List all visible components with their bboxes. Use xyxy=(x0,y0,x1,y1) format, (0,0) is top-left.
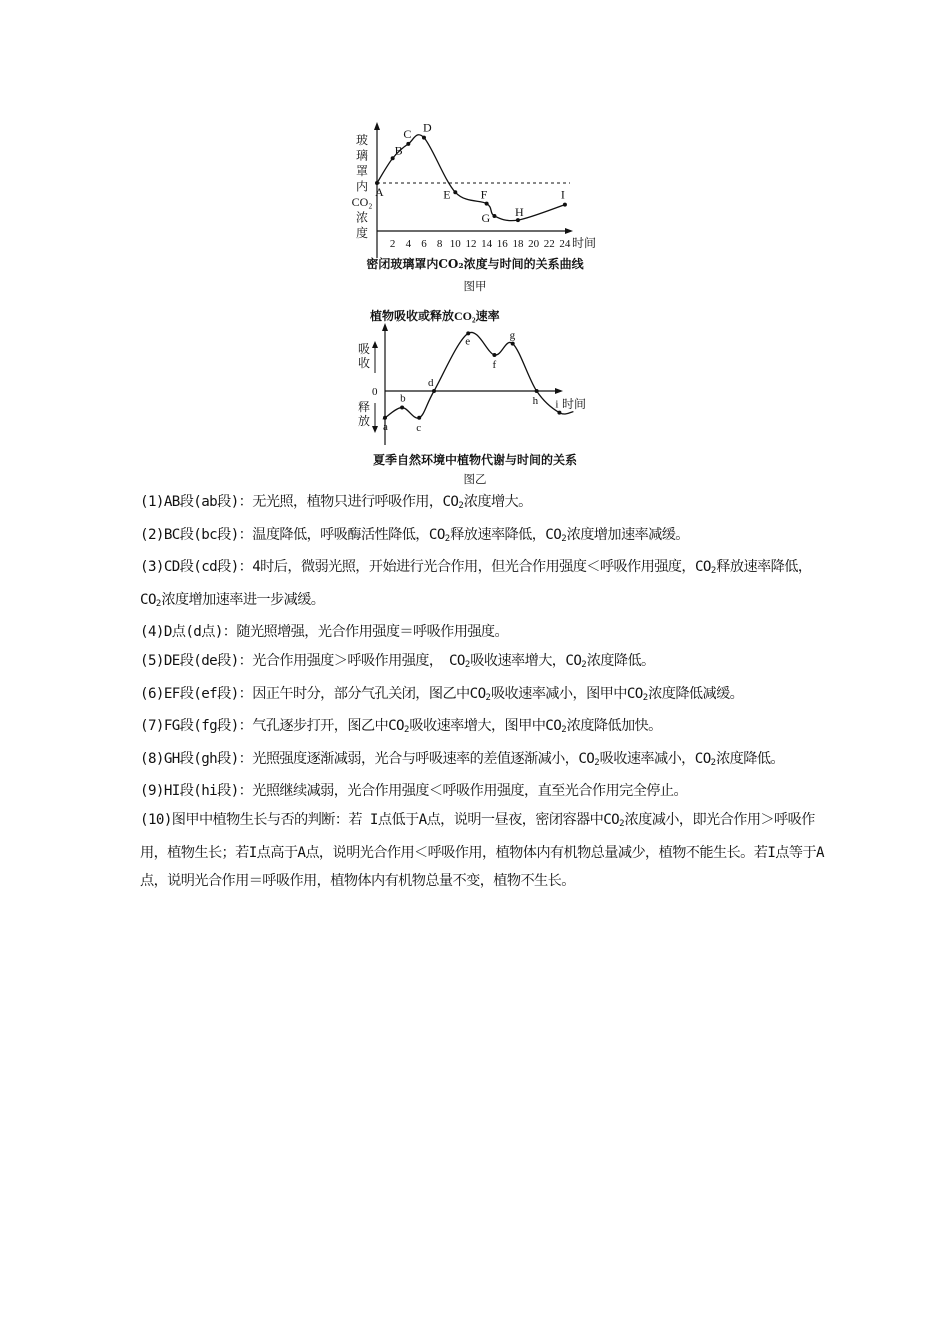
paragraph-7: (7)FG段(fg段)：气孔逐步打开，图乙中$CO_2$吸收速率增大，图甲中$CO_2$浓度降低加快。 xyxy=(140,718,662,736)
point-label-F: F xyxy=(480,187,488,202)
point-label-f: f xyxy=(492,358,497,371)
paragraph-4: (4)D点(d点)：随光照增强，光合作用强度＝呼吸作用强度。 xyxy=(140,624,509,641)
point-f xyxy=(492,353,496,357)
y-axis-label xyxy=(352,132,373,240)
point-F xyxy=(485,202,489,206)
zero-label: 0 xyxy=(372,386,378,398)
curve-points xyxy=(375,121,567,225)
absorb-label-char: 吸 xyxy=(357,342,371,356)
point-I xyxy=(563,203,567,207)
y-axis-title: 植物吸收或释放CO₂速率 xyxy=(370,309,500,323)
figure-jia-tag: 图甲 xyxy=(463,279,487,293)
point-label-b: b xyxy=(400,392,406,405)
metabolism-rate-chart xyxy=(330,305,620,455)
x-tick-label: 6 xyxy=(421,238,427,250)
point-i xyxy=(557,411,561,415)
point-label-G: G xyxy=(481,210,491,225)
point-g xyxy=(511,342,515,346)
paragraph-2: (2)BC段(bc段)：温度降低，呼吸酶活性降低，$CO_2$释放速率降低，$CO_2$浓度增加速率减缓。 xyxy=(140,526,689,544)
x-axis-arrow-icon xyxy=(555,388,563,394)
side-labels xyxy=(358,342,370,428)
absorb-arrow-icon xyxy=(372,341,378,348)
point-a xyxy=(383,416,387,420)
x-tick-label: 16 xyxy=(496,238,508,250)
x-ticks xyxy=(390,238,571,250)
point-E xyxy=(453,190,457,194)
y-axis-label-char: 玻 xyxy=(355,133,369,147)
x-tick-label: 12 xyxy=(465,238,477,250)
point-G xyxy=(492,214,496,218)
point-label-I: I xyxy=(560,187,565,202)
co2-curve xyxy=(377,135,565,221)
x-axis-label: 时间 xyxy=(562,397,587,411)
x-tick-label: 8 xyxy=(436,238,443,250)
x-axis-arrow-icon xyxy=(565,228,573,234)
figure-yi xyxy=(330,305,620,485)
rate-curve xyxy=(383,329,573,419)
point-label-C: C xyxy=(403,126,412,141)
point-label-A: A xyxy=(375,185,384,199)
paragraph-8: (8)GH段(gh段)：光照强度逐渐减弱，光合与呼吸速率的差值逐渐减小，$CO_2$吸收速率减小，$CO_2$浓度降低。 xyxy=(140,750,785,768)
y-axis-arrow-icon xyxy=(382,323,388,331)
release-arrow-icon xyxy=(372,426,378,433)
point-label-H: H xyxy=(514,205,524,220)
point-d xyxy=(432,389,436,393)
paragraph-9: (9)HI段(hi段)：光照继续减弱，光合作用强度＜呼吸作用强度，直至光合作用完全停止。 xyxy=(140,783,688,800)
point-label-g: g xyxy=(509,329,516,342)
point-c xyxy=(417,416,421,420)
absorb-label-char: 收 xyxy=(357,356,371,370)
point-label-d: d xyxy=(428,377,434,389)
x-tick-label: 24 xyxy=(559,238,571,250)
y-axis-label-char: 度 xyxy=(355,226,369,240)
paragraph-3: (3)CD段(cd段)：4时后，微弱光照，开始进行光合作用，但光合作用强度＜呼吸作用强度，$CO_2$释放速率降低，$CO_2$浓度增加速率进一步减缓。 xyxy=(140,559,812,609)
point-label-c: c xyxy=(416,421,422,434)
point-C xyxy=(406,142,410,146)
figure-yi-tag: 图乙 xyxy=(463,472,487,486)
x-tick-label: 20 xyxy=(528,238,540,250)
x-tick-label: 10 xyxy=(449,238,461,250)
paragraph-6: (6)EF段(ef段)：因正午时分，部分气孔关闭，图乙中$CO_2$吸收速率减小，图甲中$CO_2$浓度降低减缓。 xyxy=(140,685,744,703)
x-tick-label: 22 xyxy=(543,238,555,250)
x-axis-label: 时间 xyxy=(572,236,597,250)
point-D xyxy=(422,136,426,140)
point-label-D: D xyxy=(422,120,432,135)
point-label-e: e xyxy=(465,335,471,348)
x-tick-label: 18 xyxy=(512,238,524,250)
point-h xyxy=(535,389,539,393)
co2-concentration-chart xyxy=(330,118,620,268)
point-label-E: E xyxy=(443,187,451,202)
y-axis-label-char: 璃 xyxy=(355,148,369,163)
figure-jia xyxy=(330,118,620,298)
release-label-char: 释 xyxy=(357,400,371,414)
paragraph-5: (5)DE段(de段)：光合作用强度＞呼吸作用强度， $CO_2$吸收速率增大，$CO_2$浓度降低。 xyxy=(140,652,655,670)
paragraph-10: (10)图甲中植物生长与否的判断：若 I点低于A点，说明一昼夜，密闭容器中$CO_2$浓度减小，即光合作用＞呼吸作用，植物生长；若I点高于A点，说明光合作用＜呼吸作用，植物体内有机物总量减少，植物不能生长。若I点等于A点，说明光合作用＝呼吸作用，植物体内有机物总量不变，植物不生长。 xyxy=(140,811,824,890)
figure-jia-caption: 密闭玻璃罩内CO₂浓度与时间的关系曲线 xyxy=(366,257,584,271)
y-axis-label-char: 内 xyxy=(355,179,369,194)
curve-points xyxy=(383,330,561,434)
point-label-a: a xyxy=(383,420,388,433)
figure-yi-caption: 夏季自然环境中植物代谢与时间的关系 xyxy=(372,453,577,467)
y-axis-arrow-icon xyxy=(374,122,380,130)
point-label-h: h xyxy=(532,395,539,407)
x-tick-label: 4 xyxy=(405,238,412,250)
x-tick-label: 2 xyxy=(389,238,396,250)
point-label-B: B xyxy=(394,143,403,158)
y-axis-label-char: CO₂ xyxy=(351,195,373,209)
y-axis-label-char: 罩 xyxy=(355,164,369,178)
paragraph-1: (1)AB段(ab段)：无光照，植物只进行呼吸作用，$CO_2$浓度增大。 xyxy=(140,494,532,511)
explanation-text xyxy=(140,488,830,896)
y-axis-label-char: 浓 xyxy=(355,210,369,225)
x-tick-label: 14 xyxy=(481,238,493,250)
release-label-char: 放 xyxy=(357,414,371,428)
point-label-i: i xyxy=(555,398,559,411)
point-b xyxy=(400,405,404,409)
